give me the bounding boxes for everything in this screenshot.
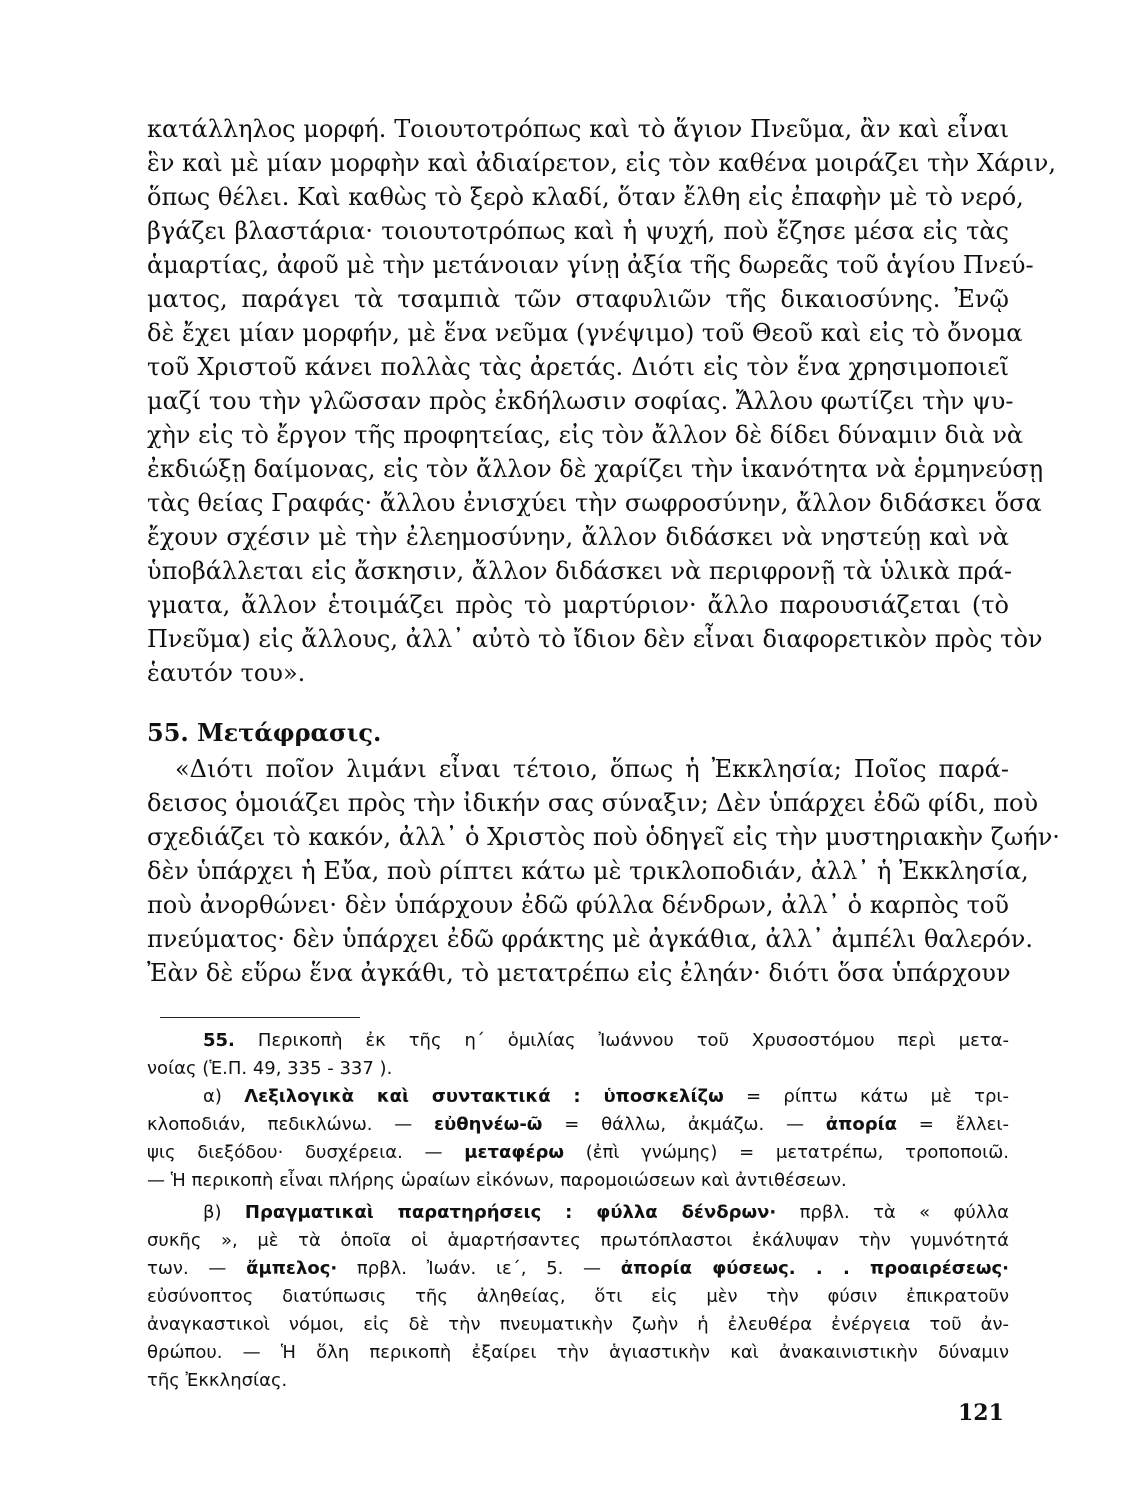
footnote-divider <box>160 1017 360 1018</box>
body-line: μαζί του τὴν γλῶσσαν πρὸς ἐκδήλωσιν σοφίας. Ἄλλου φωτίζει τὴν ψυ- <box>147 387 1014 415</box>
body-line: ἔχουν σχέσιν μὲ τὴν ἐλεημοσύνην, ἄλλον διδάσκει νὰ νηστεύῃ καὶ νὰ <box>147 523 1009 551</box>
section-line: ποὺ ἀνορθώνει· δὲν ὑπάρχουν ἐδῶ φύλλα δένδρων, ἀλλ᾽ ὁ καρπὸς τοῦ <box>147 891 1009 919</box>
body-line: ὅπως θέλει. Καὶ καθὼς τὸ ξερὸ κλαδί, ὅταν ἔλθη εἰς ἐπαφὴν μὲ τὸ νερό, <box>147 183 1024 211</box>
footnote-line: κλοποδιάν, πεδικλώνω. — εὐθηνέω-ῶ = θάλλω, ἀκμάζω. — ἀπορία = ἔλλει- <box>147 1114 1009 1135</box>
section-line: πνεύματος· δὲν ὑπάρχει ἐδῶ φράκτης μὲ ἀγκάθια, ἀλλ᾽ ἀμπέλι θαλερόν. <box>147 925 1034 953</box>
footnote-line: νοίας (Ἑ.Π. 49, 335 - 337 ). <box>147 1058 393 1079</box>
section-line: δεισος ὁμοιάζει πρὸς τὴν ἰδικήν σας σύναξιν; Δὲν ὑπάρχει ἐδῶ φίδι, ποὺ <box>147 789 1039 817</box>
footnote-line: α) Λεξιλογικὰ καὶ συντακτικά : ὑποσκελίζω = ρίπτω κάτω μὲ τρι- <box>203 1086 1010 1107</box>
section-line: δὲν ὑπάρχει ἡ Εὔα, ποὺ ρίπτει κάτω μὲ τρικλοποδιάν, ἀλλ᾽ ἡ Ἐκκλησία, <box>147 857 1029 885</box>
body-line: τὰς θείας Γραφάς· ἄλλου ἐνισχύει τὴν σωφροσύνην, ἄλλον διδάσκει ὅσα <box>147 489 1042 517</box>
body-line: τοῦ Χριστοῦ κάνει πολλὰς τὰς ἀρετάς. Διότι εἰς τὸν ἕνα χρησιμοποιεῖ <box>147 353 1009 381</box>
footnote-line: συκῆς », μὲ τὰ ὁποῖα οἱ ἁμαρτήσαντες πρωτόπλαστοι ἐκάλυψαν τὴν γυμνότητά <box>147 1230 1009 1251</box>
body-line: βγάζει βλαστάρια· τοιουτοτρόπως καὶ ἡ ψυχή, ποὺ ἔζησε μέσα εἰς τὰς <box>147 217 1009 245</box>
body-line: Πνεῦμα) εἰς ἄλλους, ἀλλ᾽ αὐτὸ τὸ ἴδιον δὲν εἶναι διαφορετικὸν πρὸς τὸν <box>147 625 1043 653</box>
footnote-line: 55. Περικοπὴ ἐκ τῆς η´ ὁμιλίας Ἰωάννου τοῦ Χρυσοστόμου περὶ μετα- <box>203 1030 1009 1051</box>
section-line: Ἐὰν δὲ εὕρω ἕνα ἀγκάθι, τὸ μετατρέπω εἰς ἐληάν· διότι ὅσα ὑπάρχουν <box>147 959 1011 987</box>
body-line: ματος, παράγει τὰ τσαμπιὰ τῶν σταφυλιῶν τῆς δικαιοσύνης. Ἐνῷ <box>147 285 1009 313</box>
page-number: 121 <box>958 1400 1004 1426</box>
body-line: χὴν εἰς τὸ ἔργον τῆς προφητείας, εἰς τὸν ἄλλον δὲ δίδει δύναμιν διὰ νὰ <box>147 421 1024 449</box>
body-line: ἑαυτόν του». <box>147 659 306 687</box>
section-line: σχεδιάζει τὸ κακόν, ἀλλ᾽ ὁ Χριστὸς ποὺ ὁδηγεῖ εἰς τὴν μυστηριακὴν ζωήν· <box>147 823 1060 851</box>
body-line: κατάλληλος μορφή. Τοιουτοτρόπως καὶ τὸ ἅγιον Πνεῦμα, ἂν καὶ εἶναι <box>147 115 1009 143</box>
footnote-line: θρώπου. — Ἡ ὅλη περικοπὴ ἐξαίρει τὴν ἁγιαστικὴν καὶ ἀνακαινιστικὴν δύναμιν <box>147 1342 1009 1363</box>
section-line: «Διότι ποῖον λιμάνι εἶναι τέτοιο, ὅπως ἡ Ἐκκλησία; Ποῖος παρά- <box>175 755 1009 783</box>
footnote-line: β) Πραγματικαὶ παρατηρήσεις : φύλλα δένδρων· πρβλ. τὰ « φύλλα <box>203 1202 1010 1223</box>
footnote-number: 55. <box>203 1030 235 1051</box>
footnote-line: εὐσύνοπτος διατύπωσις τῆς ἀληθείας, ὅτι εἰς μὲν τὴν φύσιν ἐπικρατοῦν <box>147 1286 1009 1307</box>
footnote-line: ψις διεξόδου· δυσχέρεια. — μεταφέρω (ἐπὶ γνώμης) = μετατρέπω, τροποποιῶ. <box>147 1142 1009 1163</box>
footnote-line: των. — ἄμπελος· πρβλ. Ἰωάν. ιε´, 5. — ἀπορία φύσεως. . . προαιρέσεως· <box>147 1258 1009 1279</box>
body-line: ἐκδιώξῃ δαίμονας, εἰς τὸν ἄλλον δὲ χαρίζει τὴν ἱκανότητα νὰ ἑρμηνεύσῃ <box>147 455 1044 483</box>
body-line: δὲ ἔχει μίαν μορφήν, μὲ ἕνα νεῦμα (γνέψιμο) τοῦ Θεοῦ καὶ εἰς τὸ ὄνομα <box>147 319 1023 347</box>
body-line: ἁμαρτίας, ἀφοῦ μὲ τὴν μετάνοιαν γίνῃ ἀξία τῆς δωρεᾶς τοῦ ἁγίου Πνεύ- <box>147 251 1034 279</box>
body-line: ἓν καὶ μὲ μίαν μορφὴν καὶ ἀδιαίρετον, εἰς τὸν καθένα μοιράζει τὴν Χάριν, <box>147 149 1057 177</box>
footnote-line: τῆς Ἐκκλησίας. <box>147 1370 288 1391</box>
body-line: γματα, ἄλλον ἑτοιμάζει πρὸς τὸ μαρτύριον· ἄλλο παρουσιάζεται (τὸ <box>147 591 1009 619</box>
body-line: ὑποβάλλεται εἰς ἄσκησιν, ἄλλον διδάσκει νὰ περιφρονῇ τὰ ὑλικὰ πρά- <box>147 557 1012 585</box>
footnote-line: ἀναγκαστικοὶ νόμοι, εἰς δὲ τὴν πνευματικὴν ζωὴν ἡ ἐλευθέρα ἐνέργεια τοῦ ἀν- <box>147 1314 1009 1335</box>
section-heading: 55. Μετάφρασις. <box>147 718 382 747</box>
footnote-line: — Ἡ περικοπὴ εἶναι πλήρης ὡραίων εἰκόνων, παρομοιώσεων καὶ ἀντιθέσεων. <box>147 1170 847 1191</box>
